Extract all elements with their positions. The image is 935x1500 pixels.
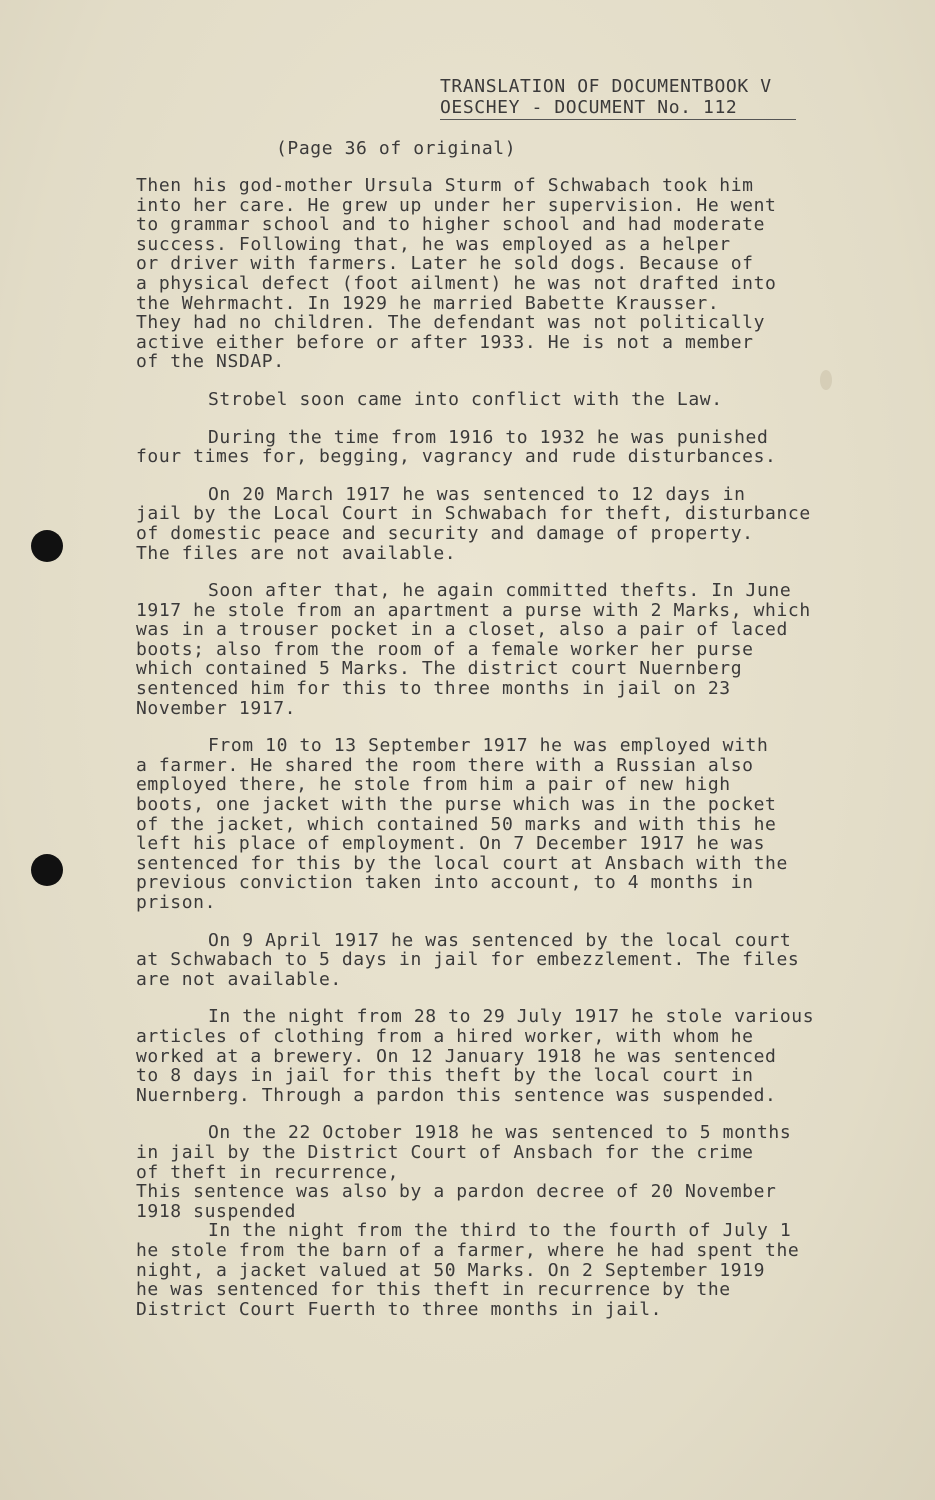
text-line: of the NSDAP. <box>136 351 285 373</box>
text-line: he stole from the barn of a farmer, where he had spent the <box>136 1239 800 1261</box>
paragraph <box>136 1221 856 1319</box>
text-line: prison. <box>136 892 217 913</box>
text-line: This sentence was also by a pardon decree of 20 November <box>136 1181 777 1203</box>
text-line: a physical defect (foot ailment) he was not drafted into <box>136 272 777 294</box>
text-line: to grammar school and to higher school and had moderate <box>136 214 766 236</box>
text-line: night, a jacket valued at 50 Marks. On 2 September 1919 <box>136 1259 766 1281</box>
text-line: Strobel soon came into conflict with the Law. <box>208 388 723 410</box>
text-line: employed there, he stole from him a pair of new high <box>136 774 731 796</box>
text-line: From 10 to 13 September 1917 he was employed with <box>208 735 769 757</box>
text-line: he was sentenced for this theft in recurrence by the <box>136 1279 731 1301</box>
text-line: In the night from 28 to 29 July 1917 he stole various <box>208 1006 815 1028</box>
text-line: Soon after that, he again committed thefts. In June <box>208 580 792 602</box>
text-line: into her care. He grew up under her supervision. He went <box>136 194 777 216</box>
text-line: the Wehrmacht. In 1929 he married Babette Krausser. <box>136 292 720 314</box>
paragraph <box>136 581 856 718</box>
text-line: On 9 April 1917 he was sentenced by the local court <box>208 929 792 951</box>
text-line: 1918 suspended <box>136 1200 297 1222</box>
document-body <box>136 176 856 1337</box>
paragraph <box>136 1123 856 1221</box>
text-line: articles of clothing from a hired worker, with whom he <box>136 1025 754 1047</box>
document-header <box>440 76 800 120</box>
text-line: of theft in recurrence, <box>136 1161 400 1183</box>
text-line: worked at a brewery. On 12 January 1918 he was sentenced <box>136 1045 777 1067</box>
text-line: In the night from the third to the fourth of July 1 <box>208 1220 792 1242</box>
paragraph <box>136 428 856 467</box>
header-document-number: OESCHEY - DOCUMENT No. 112 <box>440 97 796 120</box>
text-line: at Schwabach to 5 days in jail for embezzlement. The files <box>136 949 800 971</box>
text-line: or driver with farmers. Later he sold dogs. Because of <box>136 253 754 275</box>
text-line: was in a trouser pocket in a closet, also a pair of laced <box>136 619 788 641</box>
paragraph <box>136 485 856 563</box>
text-line: They had no children. The defendant was not politically <box>136 312 766 334</box>
text-line: in jail by the District Court of Ansbach for the crime <box>136 1141 754 1163</box>
text-line: sentenced for this by the local court at Ansbach with the <box>136 852 788 874</box>
text-line: success. Following that, he was employed as a helper <box>136 233 731 255</box>
text-line: a farmer. He shared the room there with a Russian also <box>136 754 754 776</box>
text-line: of domestic peace and security and damage of property. <box>136 522 754 544</box>
text-line: of the jacket, which contained 50 marks and with this he <box>136 813 777 835</box>
text-line: On 20 March 1917 he was sentenced to 12 days in <box>208 483 746 505</box>
text-line: Nuernberg. Through a pardon this sentence was suspended. <box>136 1084 777 1106</box>
paragraph <box>136 1007 856 1105</box>
text-line: jail by the Local Court in Schwabach for theft, disturbance <box>136 503 811 525</box>
text-line: The files are not available. <box>136 542 457 564</box>
paragraph <box>136 176 856 372</box>
punch-hole-lower <box>31 854 63 886</box>
text-line: boots, one jacket with the purse which was in the pocket <box>136 794 777 816</box>
page-reference: (Page 36 of original) <box>276 138 517 159</box>
text-line: four times for, begging, vagrancy and rude disturbances. <box>136 446 777 468</box>
text-line: boots; also from the room of a female worker her purse <box>136 638 754 660</box>
paragraph <box>136 736 856 912</box>
text-line: are not available. <box>136 968 342 990</box>
text-line: sentenced him for this to three months in jail on 23 <box>136 678 731 700</box>
text-line: 1917 he stole from an apartment a purse with 2 Marks, which <box>136 599 811 621</box>
text-line: District Court Fuerth to three months in jail. <box>136 1298 663 1320</box>
text-line: November 1917. <box>136 697 297 719</box>
text-line: On the 22 October 1918 he was sentenced to 5 months <box>208 1122 792 1144</box>
paragraph <box>136 390 856 410</box>
text-line: active either before or after 1933. He is not a member <box>136 331 754 353</box>
text-line: previous conviction taken into account, to 4 months in <box>136 872 754 894</box>
text-line: which contained 5 Marks. The district court Nuernberg <box>136 658 743 680</box>
text-line: to 8 days in jail for this theft by the local court in <box>136 1065 754 1087</box>
text-line: left his place of employment. On 7 December 1917 he was <box>136 833 766 855</box>
text-line: Then his god-mother Ursula Sturm of Schwabach took him <box>136 175 754 196</box>
header-title: TRANSLATION OF DOCUMENTBOOK V <box>440 76 772 97</box>
paragraph <box>136 931 856 990</box>
text-line: During the time from 1916 to 1932 he was punished <box>208 426 769 448</box>
punch-hole-upper <box>31 530 63 562</box>
